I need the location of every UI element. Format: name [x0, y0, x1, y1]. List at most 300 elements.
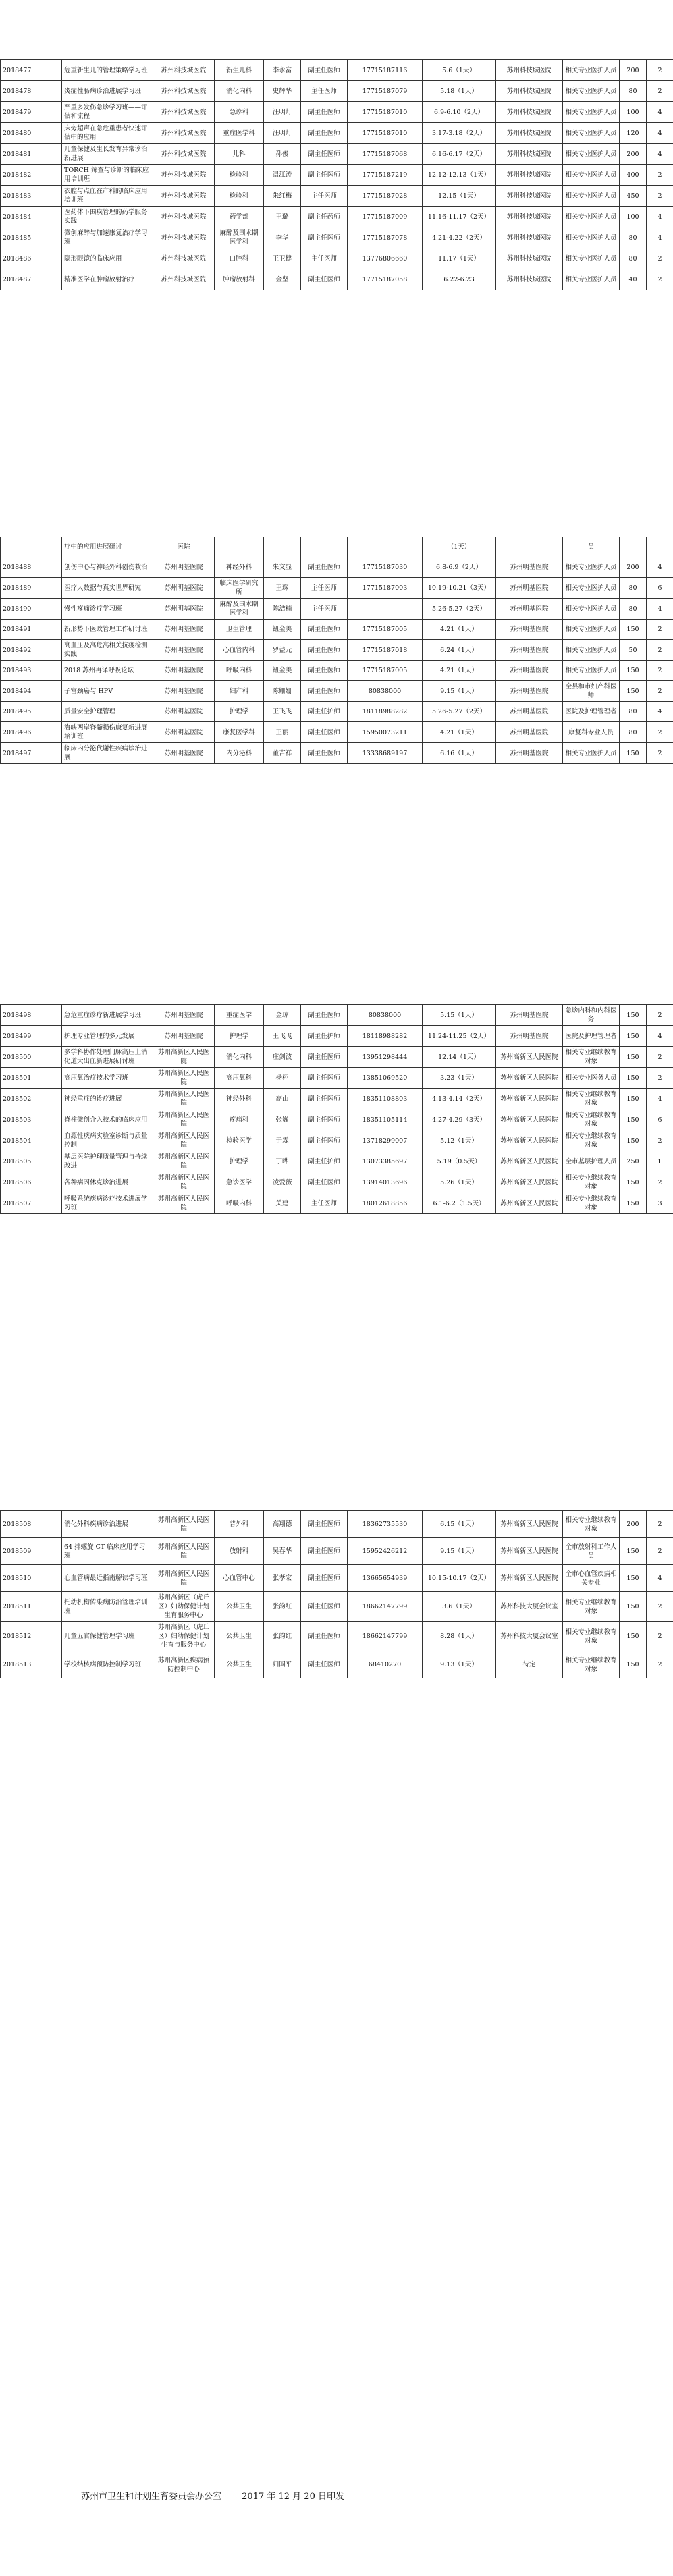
cell-title-rank: 副主任医师	[301, 1592, 348, 1622]
cell-department: 呼吸内科	[215, 661, 264, 681]
cell-title-rank: 副主任医师	[301, 661, 348, 681]
cell-department: 检验科	[215, 165, 264, 186]
cell-department: 重症医学	[215, 1005, 264, 1026]
cell-dates: 6.22-6.23	[423, 269, 496, 290]
cell-organizer: 苏州高新区人民医院	[153, 1193, 215, 1214]
cell-department: 公共卫生	[215, 1622, 264, 1651]
cell-credits: 2	[647, 640, 673, 661]
cell-leader: 温江涛	[264, 165, 301, 186]
cell-department: 检验医学	[215, 1130, 264, 1151]
cell-title-rank: 副主任医师	[301, 620, 348, 640]
table-row	[1, 1592, 673, 1622]
cell-venue: 苏州科技城医院	[496, 81, 563, 102]
cell-department: 肿瘤放射科	[215, 269, 264, 290]
cell-capacity: 40	[620, 269, 647, 290]
cell-organizer: 苏州高新区人民医院	[153, 1068, 215, 1089]
cell-capacity: 150	[620, 1193, 647, 1214]
cell-leader: 高翔德	[264, 1511, 301, 1538]
cell-title-rank: 副主任护师	[301, 1151, 348, 1172]
cell-course-title: 儿童五官保健管理学习班	[62, 1622, 153, 1651]
cell-dates: 4.21（1天）	[423, 661, 496, 681]
cell-organizer: 苏州明基医院	[153, 702, 215, 722]
cell-dates: 5.26（1天）	[423, 1172, 496, 1193]
cell-audience: 相关专业医护人员	[563, 743, 620, 764]
cell-department: 儿科	[215, 144, 264, 165]
table-row	[1, 1005, 673, 1026]
cell-course-id: 2018496	[1, 722, 62, 743]
cell-department: 妇产科	[215, 681, 264, 702]
cell-capacity: 200	[620, 144, 647, 165]
cell-dates: 12.14（1天）	[423, 1047, 496, 1068]
cell-audience: 相关专业继续教育对象	[563, 1193, 620, 1214]
table-row	[1, 269, 673, 290]
table-row	[1, 81, 673, 102]
cell-department: 卫生管理	[215, 620, 264, 640]
cell-venue: 待定	[496, 1651, 563, 1678]
cell-credits: 2	[647, 60, 673, 81]
cell-phone: 13851069520	[348, 1068, 423, 1089]
cell-organizer: 苏州科技城医院	[153, 227, 215, 248]
cell-phone: 17715187030	[348, 557, 423, 578]
cell-audience: 相关专业医护人员	[563, 661, 620, 681]
cell-leader: 张巍	[264, 1109, 301, 1130]
cell-venue: 苏州明基医院	[496, 1026, 563, 1047]
cell-dates: 9.15（1天）	[423, 1538, 496, 1565]
cell-course-id: 2018506	[1, 1172, 62, 1193]
cell-organizer: 苏州高新区人民医院	[153, 1565, 215, 1592]
cell-title-rank: 副主任医师	[301, 144, 348, 165]
cell-course-title: 托幼机构传染病防治管理培训班	[62, 1592, 153, 1622]
cell-course-id: 2018481	[1, 144, 62, 165]
cell-organizer: 苏州明基医院	[153, 578, 215, 599]
cell-organizer: 苏州高新区人民医院	[153, 1089, 215, 1109]
table-block-3	[0, 1004, 673, 1214]
cell-leader: 丁晔	[264, 1151, 301, 1172]
cell-title-rank: 副主任医师	[301, 640, 348, 661]
cell-phone: 17715187078	[348, 227, 423, 248]
cell-course-title: 学校结核病预防控制学习班	[62, 1651, 153, 1678]
cell-dates: 3.17-3.18（2天）	[423, 123, 496, 144]
cell-course-title: 危重新生儿的管理策略学习班	[62, 60, 153, 81]
cell-capacity: 100	[620, 207, 647, 227]
cell-audience: 相关专业继续教育对象	[563, 1622, 620, 1651]
cell-dates: 9.15（1天）	[423, 681, 496, 702]
cell-dates: 9.13（1天）	[423, 1651, 496, 1678]
cell-organizer: 苏州明基医院	[153, 557, 215, 578]
cell-department	[215, 537, 264, 557]
cell-organizer: 苏州科技城医院	[153, 144, 215, 165]
cell-phone: 18012618856	[348, 1193, 423, 1214]
cell-venue: 苏州明基医院	[496, 620, 563, 640]
cell-capacity: 250	[620, 1151, 647, 1172]
cell-title-rank: 副主任医师	[301, 1047, 348, 1068]
cell-organizer: 苏州科技城医院	[153, 102, 215, 123]
cell-phone: 13776806660	[348, 248, 423, 269]
table-row	[1, 743, 673, 764]
cell-department: 消化内科	[215, 1047, 264, 1068]
cell-venue	[496, 537, 563, 557]
cell-phone: 13665654939	[348, 1565, 423, 1592]
footer-date: 2017 年 12 月 20 日印发	[242, 2492, 344, 2502]
cell-dates: 3.23（1天）	[423, 1068, 496, 1089]
cell-organizer: 苏州明基医院	[153, 1005, 215, 1026]
cell-credits: 2	[647, 186, 673, 207]
cell-audience: 全县和市妇产科医师	[563, 681, 620, 702]
cell-credits: 1	[647, 1151, 673, 1172]
cell-organizer: 苏州明基医院	[153, 661, 215, 681]
cell-dates: 10.15-10.17（2天）	[423, 1565, 496, 1592]
cell-title-rank: 副主任护师	[301, 702, 348, 722]
table-row	[1, 1089, 673, 1109]
cell-dates: 6.16-6.17（2天）	[423, 144, 496, 165]
cell-venue: 苏州高新区人民医院	[496, 1172, 563, 1193]
table-row	[1, 123, 673, 144]
cell-organizer: 苏州明基医院	[153, 640, 215, 661]
cell-audience: 相关专业医护人员	[563, 248, 620, 269]
cell-audience: 医院及护理管理者	[563, 1026, 620, 1047]
cell-department: 心血管内科	[215, 640, 264, 661]
cell-venue: 苏州科技城医院	[496, 165, 563, 186]
cell-title-rank: 副主任医师	[301, 743, 348, 764]
cell-phone: 18662147799	[348, 1622, 423, 1651]
table-row	[1, 60, 673, 81]
cell-title-rank: 主任医师	[301, 1193, 348, 1214]
cell-venue: 苏州科技大厦会议室	[496, 1622, 563, 1651]
table-block-4	[0, 1510, 673, 1678]
cell-leader: 归国平	[264, 1651, 301, 1678]
cell-audience: 相关专业医护人员	[563, 620, 620, 640]
cell-title-rank: 副主任医师	[301, 1622, 348, 1651]
cell-venue: 苏州高新区人民医院	[496, 1068, 563, 1089]
cell-venue: 苏州高新区人民医院	[496, 1109, 563, 1130]
cell-capacity: 150	[620, 1047, 647, 1068]
cell-course-id: 2018504	[1, 1130, 62, 1151]
cell-leader: 王璐	[264, 207, 301, 227]
cell-organizer: 苏州高新区（虎丘区）妇幼保健计划生育与服务中心	[153, 1622, 215, 1651]
cell-dates: 5.19（0.5天）	[423, 1151, 496, 1172]
cell-phone: 13338689197	[348, 743, 423, 764]
cell-venue: 苏州科技城医院	[496, 60, 563, 81]
cell-venue: 苏州科技城医院	[496, 248, 563, 269]
cell-organizer: 苏州高新区人民医院	[153, 1172, 215, 1193]
cell-department: 普外科	[215, 1511, 264, 1538]
cell-leader: 钮金美	[264, 661, 301, 681]
cell-department: 疼痛科	[215, 1109, 264, 1130]
cell-audience: 相关专业医务人员	[563, 1068, 620, 1089]
cell-credits: 4	[647, 144, 673, 165]
cell-title-rank: 副主任医师	[301, 1511, 348, 1538]
cell-audience: 相关专业医护人员	[563, 640, 620, 661]
cell-title-rank	[301, 537, 348, 557]
cell-credits: 2	[647, 1047, 673, 1068]
cell-dates: 8.28（1天）	[423, 1622, 496, 1651]
cell-leader: 王卫健	[264, 248, 301, 269]
cell-course-id: 2018509	[1, 1538, 62, 1565]
table-row	[1, 207, 673, 227]
cell-dates: 5.18（1天）	[423, 81, 496, 102]
cell-venue: 苏州明基医院	[496, 1005, 563, 1026]
cell-credits: 4	[647, 102, 673, 123]
cell-capacity: 80	[620, 248, 647, 269]
cell-venue: 苏州高新区人民医院	[496, 1130, 563, 1151]
cell-capacity: 150	[620, 1068, 647, 1089]
cell-leader: 李华	[264, 227, 301, 248]
cell-leader: 王飞飞	[264, 1026, 301, 1047]
cell-course-title: 疗中的应用进展研讨	[62, 537, 153, 557]
cell-dates: 5.15（1天）	[423, 1005, 496, 1026]
cell-course-title: 医药体下围疾管理的药学服务实践	[62, 207, 153, 227]
cell-course-title: 护理专业管理的多元发展	[62, 1026, 153, 1047]
cell-capacity: 200	[620, 1511, 647, 1538]
cell-leader: 王琛	[264, 578, 301, 599]
cell-dates: 11.16-11.17（2天）	[423, 207, 496, 227]
cell-leader	[264, 537, 301, 557]
cell-dates: 5.6（1天）	[423, 60, 496, 81]
table-row	[1, 1026, 673, 1047]
cell-phone: 13073385697	[348, 1151, 423, 1172]
cell-credits: 2	[647, 1538, 673, 1565]
table-block-2	[0, 537, 673, 764]
cell-course-id: 2018510	[1, 1565, 62, 1592]
cell-capacity: 150	[620, 1130, 647, 1151]
table-block-1	[0, 59, 673, 290]
cell-course-title: 各种病因休克诊治进展	[62, 1172, 153, 1193]
cell-course-title: 高压氧治疗技术学习班	[62, 1068, 153, 1089]
cell-phone: 80838000	[348, 1005, 423, 1026]
cell-dates: 5.12（1天）	[423, 1130, 496, 1151]
cell-venue: 苏州科技城医院	[496, 227, 563, 248]
cell-organizer: 苏州高新区（虎丘区）妇幼保健计划生育服务中心	[153, 1592, 215, 1622]
cell-phone: 17715187116	[348, 60, 423, 81]
cell-credits: 2	[647, 165, 673, 186]
cell-department: 临床医学研究所	[215, 578, 264, 599]
cell-phone: 17715187005	[348, 661, 423, 681]
cell-dates: 4.13-4.14（2天）	[423, 1089, 496, 1109]
cell-title-rank: 副主任医师	[301, 1651, 348, 1678]
cell-leader: 朱文显	[264, 557, 301, 578]
cell-course-id: 2018487	[1, 269, 62, 290]
cell-leader: 于霖	[264, 1130, 301, 1151]
cell-phone: 17715187219	[348, 165, 423, 186]
table-row	[1, 1538, 673, 1565]
cell-department: 放射科	[215, 1538, 264, 1565]
cell-department: 急诊科	[215, 102, 264, 123]
cell-organizer: 苏州科技城医院	[153, 207, 215, 227]
cell-venue: 苏州高新区人民医院	[496, 1565, 563, 1592]
cell-title-rank: 副主任医师	[301, 60, 348, 81]
cell-course-title: 医疗大数据与真实世界研究	[62, 578, 153, 599]
cell-organizer: 苏州高新区人民医院	[153, 1109, 215, 1130]
cell-course-title: 高血压及高危高相关抗疫检测实践	[62, 640, 153, 661]
cell-organizer: 苏州科技城医院	[153, 60, 215, 81]
cell-course-id: 2018502	[1, 1089, 62, 1109]
cell-capacity: 150	[620, 1172, 647, 1193]
cell-department: 心血管中心	[215, 1565, 264, 1592]
cell-venue: 苏州明基医院	[496, 640, 563, 661]
cell-organizer: 苏州明基医院	[153, 599, 215, 620]
cell-title-rank: 副主任医师	[301, 681, 348, 702]
cell-capacity: 150	[620, 681, 647, 702]
cell-audience: 相关专业继续教育对象	[563, 1109, 620, 1130]
cell-department: 药学部	[215, 207, 264, 227]
cell-course-title: 炎症性肠病诊治进展学习班	[62, 81, 153, 102]
cell-capacity: 80	[620, 599, 647, 620]
cell-course-id: 2018489	[1, 578, 62, 599]
cell-title-rank: 副主任医师	[301, 1172, 348, 1193]
cell-phone: 17715187005	[348, 620, 423, 640]
cell-audience: 相关专业继续教育对象	[563, 1130, 620, 1151]
cell-course-id: 2018490	[1, 599, 62, 620]
cell-title-rank: 副主任医师	[301, 102, 348, 123]
cell-credits: 2	[647, 1172, 673, 1193]
cell-credits: 4	[647, 557, 673, 578]
cell-course-id: 2018485	[1, 227, 62, 248]
cell-title-rank: 副主任医师	[301, 227, 348, 248]
cell-organizer: 苏州科技城医院	[153, 186, 215, 207]
cell-course-title: 衣腔与点血在产科的临床应用培训班	[62, 186, 153, 207]
table-row	[1, 144, 673, 165]
cell-organizer: 苏州科技城医院	[153, 248, 215, 269]
table-row	[1, 640, 673, 661]
cell-phone: 17715187028	[348, 186, 423, 207]
cell-phone: 80838000	[348, 681, 423, 702]
cell-credits: 2	[647, 269, 673, 290]
cell-audience: 全市心血管疾病相关专业	[563, 1565, 620, 1592]
table-row	[1, 1193, 673, 1214]
cell-credits: 2	[647, 81, 673, 102]
cell-department: 神经外科	[215, 1089, 264, 1109]
cell-course-id: 2018497	[1, 743, 62, 764]
cell-organizer: 苏州科技城医院	[153, 165, 215, 186]
cell-department: 消化内科	[215, 81, 264, 102]
cell-course-id	[1, 537, 62, 557]
cell-capacity: 120	[620, 123, 647, 144]
cell-venue: 苏州明基医院	[496, 743, 563, 764]
cell-capacity: 150	[620, 620, 647, 640]
cell-leader: 张孝宏	[264, 1565, 301, 1592]
cell-credits: 2	[647, 1130, 673, 1151]
cell-organizer: 医院	[153, 537, 215, 557]
cell-department: 口腔科	[215, 248, 264, 269]
cell-audience: 相关专业继续教育对象	[563, 1089, 620, 1109]
cell-course-id: 2018484	[1, 207, 62, 227]
cell-venue: 苏州科技城医院	[496, 144, 563, 165]
cell-leader: 杨栩	[264, 1068, 301, 1089]
cell-credits: 4	[647, 1026, 673, 1047]
table-row	[1, 165, 673, 186]
cell-organizer: 苏州高新区人民医院	[153, 1047, 215, 1068]
cell-phone: 17715187003	[348, 578, 423, 599]
cell-dates: 4.27-4.29（3天）	[423, 1109, 496, 1130]
cell-course-title: 隐形眼镜的临床应用	[62, 248, 153, 269]
cell-venue: 苏州明基医院	[496, 599, 563, 620]
cell-organizer: 苏州明基医院	[153, 620, 215, 640]
cell-course-id: 2018494	[1, 681, 62, 702]
cell-phone	[348, 537, 423, 557]
cell-course-title: 子宫颈癌与 HPV	[62, 681, 153, 702]
cell-audience: 相关专业继续教育对象	[563, 1172, 620, 1193]
table-row	[1, 1047, 673, 1068]
table-row	[1, 1109, 673, 1130]
cell-leader: 王飞飞	[264, 702, 301, 722]
cell-leader: 史辉华	[264, 81, 301, 102]
cell-course-title: 多学科协作处理门脉高压上消化道大出血新进展研讨班	[62, 1047, 153, 1068]
cell-credits: 4	[647, 227, 673, 248]
cell-course-id: 2018479	[1, 102, 62, 123]
cell-phone: 17715187058	[348, 269, 423, 290]
cell-course-title: 精准医学在肿瘤放射治疗	[62, 269, 153, 290]
cell-venue: 苏州科技城医院	[496, 269, 563, 290]
footer-org: 苏州市卫生和计划生育委员会办公室	[81, 2492, 222, 2502]
cell-credits: 2	[647, 1068, 673, 1089]
table-row	[1, 1622, 673, 1651]
table-row	[1, 681, 673, 702]
cell-course-id: 2018507	[1, 1193, 62, 1214]
cell-phone: 18118988282	[348, 702, 423, 722]
cell-venue: 苏州明基医院	[496, 578, 563, 599]
cell-credits: 4	[647, 1565, 673, 1592]
cell-capacity: 450	[620, 186, 647, 207]
cell-dates: 5.26-5.27（2天）	[423, 702, 496, 722]
cell-title-rank: 副主任护师	[301, 1026, 348, 1047]
cell-course-title: 消化外科疾病诊治进展	[62, 1511, 153, 1538]
cell-title-rank: 主任医师	[301, 81, 348, 102]
cell-organizer: 苏州高新区人民医院	[153, 1538, 215, 1565]
cell-phone: 17715187018	[348, 640, 423, 661]
cell-phone: 18351105114	[348, 1109, 423, 1130]
cell-course-id: 2018500	[1, 1047, 62, 1068]
cell-title-rank: 副主任医师	[301, 1089, 348, 1109]
cell-organizer: 苏州科技城医院	[153, 123, 215, 144]
cell-course-id: 2018492	[1, 640, 62, 661]
cell-credits: 2	[647, 1592, 673, 1622]
cell-title-rank: 副主任医师	[301, 165, 348, 186]
cell-credits: 2	[647, 248, 673, 269]
cell-dates: 4.21-4.22（2天）	[423, 227, 496, 248]
table-row	[1, 1151, 673, 1172]
table-row	[1, 557, 673, 578]
cell-title-rank: 副主任医师	[301, 1538, 348, 1565]
cell-course-title: 心血管病最近指南解读学习班	[62, 1565, 153, 1592]
cell-credits: 4	[647, 1089, 673, 1109]
cell-credits: 2	[647, 1005, 673, 1026]
cell-dates: 6.9-6.10（2天）	[423, 102, 496, 123]
cell-department: 康复医学科	[215, 722, 264, 743]
cell-title-rank: 副主任医师	[301, 1565, 348, 1592]
cell-phone: 13951298444	[348, 1047, 423, 1068]
cell-audience: 急诊内科和内科医务	[563, 1005, 620, 1026]
cell-course-id: 2018513	[1, 1651, 62, 1678]
cell-venue: 苏州高新区人民医院	[496, 1538, 563, 1565]
cell-course-title: 慢性疼痛诊疗学习班	[62, 599, 153, 620]
cell-capacity: 80	[620, 578, 647, 599]
cell-phone: 15950073211	[348, 722, 423, 743]
cell-capacity: 80	[620, 702, 647, 722]
cell-course-id: 2018498	[1, 1005, 62, 1026]
cell-audience: 员	[563, 537, 620, 557]
cell-department: 新生儿科	[215, 60, 264, 81]
cell-credits: 6	[647, 578, 673, 599]
cell-audience: 相关专业医护人员	[563, 557, 620, 578]
cell-phone: 17715187079	[348, 81, 423, 102]
cell-capacity: 100	[620, 102, 647, 123]
cell-credits: 2	[647, 1511, 673, 1538]
cell-leader: 罗益元	[264, 640, 301, 661]
table-row	[1, 702, 673, 722]
table-row	[1, 1068, 673, 1089]
cell-leader: 李永富	[264, 60, 301, 81]
cell-phone: 18118988282	[348, 1026, 423, 1047]
